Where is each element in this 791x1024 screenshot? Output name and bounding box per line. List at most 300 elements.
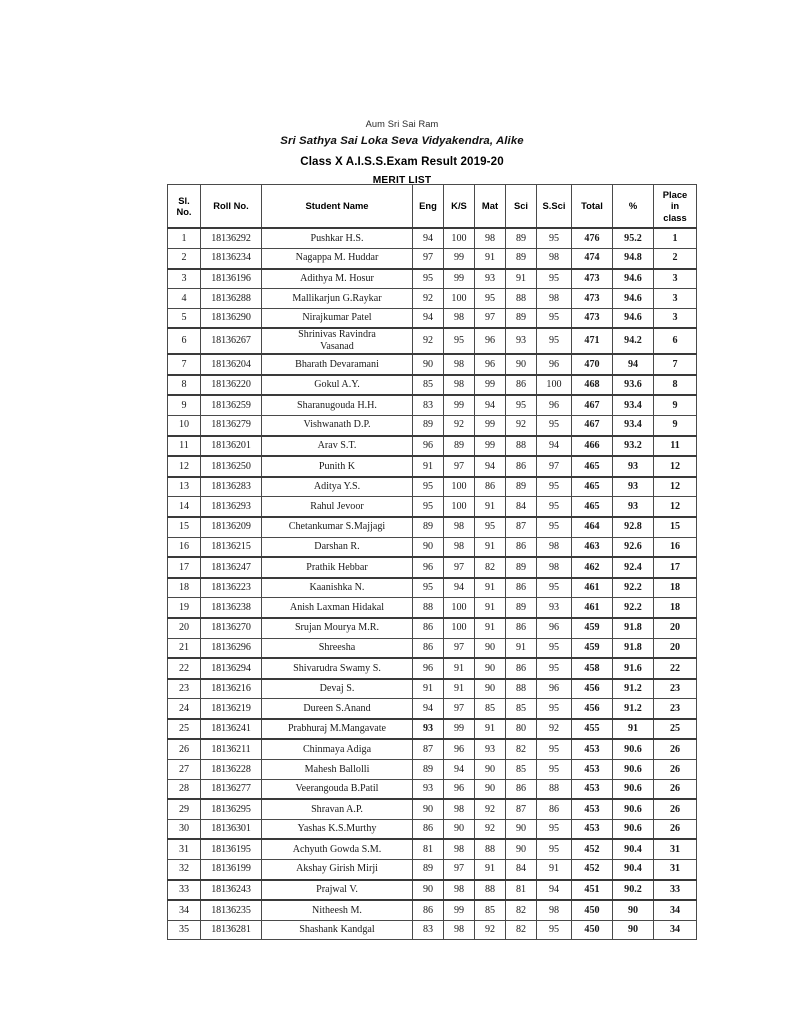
cell-mat: 82 [475,557,506,578]
cell-mat: 96 [475,354,506,375]
cell-total: 473 [572,289,613,309]
cell-eng: 88 [413,598,444,618]
table-body [168,228,697,940]
cell-place-in-class: 18 [654,578,697,598]
table-row [168,699,697,719]
cell-ks: 98 [444,537,475,557]
cell-mat: 90 [475,679,506,699]
cell-student-name: Kaanishka N. [262,578,413,598]
cell-mat: 86 [475,477,506,497]
cell-sl-no: 8 [168,375,201,396]
cell-sl-no: 16 [168,537,201,557]
cell-roll-no: 18136270 [201,618,262,638]
table-row [168,900,697,920]
table-row [168,517,697,537]
cell-sl-no: 10 [168,415,201,435]
cell-sci: 89 [506,557,537,578]
cell-sl-no: 17 [168,557,201,578]
cell-student-name: Srujan Mourya M.R. [262,618,413,638]
cell-ks: 100 [444,228,475,248]
cell-place-in-class: 31 [654,860,697,880]
cell-percent: 93.4 [613,415,654,435]
cell-sci: 89 [506,598,537,618]
cell-total: 453 [572,739,613,759]
column-header-total: Total [572,185,613,229]
cell-sl-no: 11 [168,436,201,457]
table-row [168,436,697,457]
cell-sci: 91 [506,269,537,289]
cell-mat: 99 [475,375,506,396]
cell-percent: 90.6 [613,760,654,780]
cell-roll-no: 18136216 [201,679,262,699]
cell-student-name: Mahesh Ballolli [262,760,413,780]
cell-roll-no: 18136283 [201,477,262,497]
cell-roll-no: 18136209 [201,517,262,537]
cell-mat: 93 [475,269,506,289]
cell-student-name: Devaj S. [262,679,413,699]
cell-eng: 89 [413,760,444,780]
cell-mat: 96 [475,328,506,354]
cell-total: 461 [572,578,613,598]
cell-ks: 98 [444,517,475,537]
table-row [168,537,697,557]
cell-sci: 82 [506,920,537,940]
cell-ssci: 92 [537,719,572,740]
cell-ssci: 95 [537,328,572,354]
cell-total: 450 [572,920,613,940]
exam-title: Class X A.I.S.S.Exam Result 2019-20 [300,154,504,168]
cell-mat: 91 [475,719,506,740]
cell-total: 452 [572,839,613,859]
cell-total: 464 [572,517,613,537]
cell-student-name: Vishwanath D.P. [262,415,413,435]
cell-roll-no: 18136267 [201,328,262,354]
cell-ssci: 96 [537,354,572,375]
table-row [168,779,697,799]
cell-eng: 95 [413,477,444,497]
table-row [168,839,697,859]
cell-student-name: Prajwal V. [262,880,413,901]
cell-roll-no: 18136223 [201,578,262,598]
cell-eng: 91 [413,456,444,477]
cell-sci: 90 [506,354,537,375]
cell-ssci: 96 [537,395,572,415]
cell-place-in-class: 9 [654,395,697,415]
cell-ks: 98 [444,375,475,396]
cell-sci: 86 [506,779,537,799]
cell-student-name: Anish Laxman Hidakal [262,598,413,618]
sl-no-line1: Sl. [178,194,190,206]
cell-ks: 98 [444,799,475,819]
table-row [168,375,697,396]
column-header-percent: % [613,185,654,229]
cell-place-in-class: 1 [654,228,697,248]
cell-percent: 93 [613,477,654,497]
cell-roll-no: 18136204 [201,354,262,375]
cell-mat: 95 [475,289,506,309]
cell-sl-no: 20 [168,618,201,638]
cell-eng: 89 [413,517,444,537]
cell-mat: 91 [475,537,506,557]
cell-student-name: Darshan R. [262,537,413,557]
cell-mat: 91 [475,860,506,880]
invocation-text: Aum Sri Sai Ram [365,119,439,129]
cell-ks: 99 [444,900,475,920]
cell-eng: 94 [413,699,444,719]
cell-place-in-class: 26 [654,779,697,799]
cell-ssci: 95 [537,760,572,780]
cell-roll-no: 18136296 [201,638,262,658]
cell-percent: 94.6 [613,269,654,289]
table-row [168,328,697,354]
cell-roll-no: 18136215 [201,537,262,557]
table-row [168,269,697,289]
cell-student-name: Shravan A.P. [262,799,413,819]
cell-eng: 83 [413,395,444,415]
cell-roll-no: 18136234 [201,249,262,269]
cell-sci: 85 [506,699,537,719]
cell-total: 456 [572,679,613,699]
cell-place-in-class: 12 [654,477,697,497]
cell-sci: 92 [506,415,537,435]
cell-eng: 92 [413,289,444,309]
cell-roll-no: 18136290 [201,308,262,328]
cell-place-in-class: 15 [654,517,697,537]
cell-ssci: 95 [537,578,572,598]
cell-total: 463 [572,537,613,557]
table-row [168,920,697,940]
cell-student-name: Prabhuraj M.Mangavate [262,719,413,740]
cell-student-name: Punith K [262,456,413,477]
cell-total: 459 [572,618,613,638]
cell-place-in-class: 23 [654,699,697,719]
cell-place-in-class: 26 [654,819,697,839]
cell-mat: 99 [475,415,506,435]
cell-sci: 86 [506,658,537,679]
cell-sci: 89 [506,308,537,328]
cell-sl-no: 3 [168,269,201,289]
cell-place-in-class: 2 [654,249,697,269]
cell-student-name: Sharanugouda H.H. [262,395,413,415]
cell-place-in-class: 3 [654,308,697,328]
cell-percent: 95.2 [613,228,654,248]
cell-ks: 96 [444,779,475,799]
cell-percent: 94.8 [613,249,654,269]
student-name-line2: Vasanad [320,341,354,353]
cell-mat: 85 [475,699,506,719]
cell-place-in-class: 11 [654,436,697,457]
table-row [168,249,697,269]
table-row [168,228,697,248]
column-header-place-in-class [654,185,697,229]
cell-ssci: 95 [537,819,572,839]
cell-place-in-class: 23 [654,679,697,699]
merit-table-container [167,184,688,940]
cell-total: 465 [572,456,613,477]
cell-eng: 87 [413,739,444,759]
cell-eng: 85 [413,375,444,396]
cell-sl-no: 25 [168,719,201,740]
cell-total: 453 [572,819,613,839]
cell-place-in-class: 25 [654,719,697,740]
cell-eng: 86 [413,819,444,839]
cell-sl-no: 13 [168,477,201,497]
table-row [168,819,697,839]
cell-eng: 95 [413,497,444,517]
cell-ks: 95 [444,328,475,354]
cell-eng: 97 [413,249,444,269]
header-row [168,185,697,229]
cell-student-name: Yashas K.S.Murthy [262,819,413,839]
cell-roll-no: 18136228 [201,760,262,780]
cell-mat: 90 [475,658,506,679]
cell-eng: 93 [413,779,444,799]
cell-mat: 94 [475,395,506,415]
cell-mat: 85 [475,900,506,920]
cell-eng: 92 [413,328,444,354]
cell-ks: 98 [444,839,475,859]
cell-roll-no: 18136250 [201,456,262,477]
cell-place-in-class: 34 [654,920,697,940]
cell-ssci: 95 [537,269,572,289]
cell-total: 462 [572,557,613,578]
cell-place-in-class: 16 [654,537,697,557]
cell-roll-no: 18136247 [201,557,262,578]
cell-eng: 90 [413,537,444,557]
merit-table [167,184,697,940]
cell-eng: 86 [413,900,444,920]
cell-sci: 88 [506,289,537,309]
cell-sci: 93 [506,328,537,354]
cell-total: 473 [572,269,613,289]
cell-student-name: Chinmaya Adiga [262,739,413,759]
cell-mat: 95 [475,517,506,537]
cell-ssci: 98 [537,557,572,578]
table-row [168,354,697,375]
cell-ssci: 86 [537,799,572,819]
cell-roll-no: 18136279 [201,415,262,435]
cell-eng: 96 [413,436,444,457]
cell-mat: 98 [475,228,506,248]
column-header-sci: Sci [506,185,537,229]
place-line3: class [663,211,687,223]
cell-sci: 82 [506,739,537,759]
cell-student-name: Rahul Jevoor [262,497,413,517]
cell-percent: 94.6 [613,289,654,309]
cell-percent: 90.4 [613,860,654,880]
cell-ssci: 95 [537,658,572,679]
table-row [168,289,697,309]
cell-sl-no: 19 [168,598,201,618]
cell-ks: 100 [444,477,475,497]
cell-mat: 88 [475,839,506,859]
cell-sci: 86 [506,456,537,477]
cell-mat: 99 [475,436,506,457]
cell-ssci: 94 [537,436,572,457]
cell-student-name: Prathik Hebbar [262,557,413,578]
cell-percent: 90.6 [613,779,654,799]
cell-ssci: 94 [537,880,572,901]
cell-total: 465 [572,497,613,517]
cell-percent: 90.2 [613,880,654,901]
cell-place-in-class: 22 [654,658,697,679]
cell-sci: 89 [506,249,537,269]
table-header [168,185,697,229]
cell-ks: 98 [444,920,475,940]
cell-sl-no: 26 [168,739,201,759]
cell-mat: 92 [475,920,506,940]
table-row [168,477,697,497]
cell-total: 471 [572,328,613,354]
cell-ks: 100 [444,598,475,618]
cell-percent: 92.6 [613,537,654,557]
cell-percent: 91.6 [613,658,654,679]
cell-student-name: Dureen S.Anand [262,699,413,719]
sl-no-line2: No. [176,206,192,218]
cell-mat: 91 [475,618,506,638]
cell-percent: 91.2 [613,699,654,719]
cell-sci: 89 [506,228,537,248]
cell-total: 466 [572,436,613,457]
cell-student-name: Adithya M. Hosur [262,269,413,289]
cell-ks: 100 [444,618,475,638]
cell-ks: 97 [444,699,475,719]
cell-ks: 100 [444,289,475,309]
cell-sl-no: 24 [168,699,201,719]
cell-mat: 90 [475,779,506,799]
cell-total: 451 [572,880,613,901]
cell-sl-no: 21 [168,638,201,658]
cell-roll-no: 18136294 [201,658,262,679]
cell-sl-no: 18 [168,578,201,598]
cell-student-name: Nirajkumar Patel [262,308,413,328]
cell-roll-no: 18136201 [201,436,262,457]
cell-ssci: 95 [537,415,572,435]
table-row [168,497,697,517]
cell-sci: 95 [506,395,537,415]
cell-sl-no: 1 [168,228,201,248]
cell-eng: 96 [413,557,444,578]
cell-ks: 94 [444,760,475,780]
cell-total: 461 [572,598,613,618]
cell-student-name [262,328,413,354]
cell-eng: 91 [413,679,444,699]
cell-ks: 97 [444,557,475,578]
cell-eng: 89 [413,860,444,880]
cell-total: 458 [572,658,613,679]
cell-sl-no: 35 [168,920,201,940]
cell-sl-no: 30 [168,819,201,839]
cell-sl-no: 31 [168,839,201,859]
cell-student-name: Shreesha [262,638,413,658]
column-header-mat: Mat [475,185,506,229]
cell-sci: 90 [506,819,537,839]
cell-ssci: 95 [537,920,572,940]
cell-percent: 90.4 [613,839,654,859]
cell-student-name: Akshay Girish Mirji [262,860,413,880]
cell-student-name: Chetankumar S.Majjagi [262,517,413,537]
cell-ks: 90 [444,819,475,839]
cell-roll-no: 18136243 [201,880,262,901]
cell-sl-no: 22 [168,658,201,679]
cell-percent: 93 [613,497,654,517]
cell-mat: 91 [475,578,506,598]
cell-student-name: Nagappa M. Huddar [262,249,413,269]
cell-roll-no: 18136293 [201,497,262,517]
cell-roll-no: 18136195 [201,839,262,859]
cell-ssci: 98 [537,249,572,269]
cell-ks: 98 [444,308,475,328]
cell-percent: 94.6 [613,308,654,328]
cell-mat: 91 [475,497,506,517]
cell-sci: 90 [506,839,537,859]
cell-ks: 97 [444,638,475,658]
cell-sci: 85 [506,760,537,780]
cell-ssci: 95 [537,839,572,859]
cell-sci: 82 [506,900,537,920]
cell-student-name: Veerangouda B.Patil [262,779,413,799]
cell-ks: 99 [444,395,475,415]
cell-eng: 89 [413,415,444,435]
cell-ks: 97 [444,456,475,477]
cell-ssci: 95 [537,517,572,537]
cell-roll-no: 18136277 [201,779,262,799]
cell-sl-no: 23 [168,679,201,699]
table-row [168,557,697,578]
column-header-student-name: Student Name [262,185,413,229]
cell-sl-no: 28 [168,779,201,799]
cell-percent: 93.4 [613,395,654,415]
cell-eng: 95 [413,269,444,289]
cell-sci: 81 [506,880,537,901]
cell-ks: 98 [444,354,475,375]
cell-roll-no: 18136219 [201,699,262,719]
cell-percent: 92.4 [613,557,654,578]
cell-roll-no: 18136281 [201,920,262,940]
cell-total: 465 [572,477,613,497]
cell-ks: 91 [444,658,475,679]
cell-roll-no: 18136199 [201,860,262,880]
table-row [168,719,697,740]
table-row [168,395,697,415]
cell-mat: 97 [475,308,506,328]
table-row [168,679,697,699]
cell-sci: 86 [506,375,537,396]
cell-eng: 94 [413,308,444,328]
cell-place-in-class: 9 [654,415,697,435]
cell-total: 453 [572,799,613,819]
table-row [168,860,697,880]
column-header-roll-no: Roll No. [201,185,262,229]
merit-list-title: MERIT LIST [372,174,432,186]
cell-percent: 92.2 [613,598,654,618]
cell-place-in-class: 20 [654,618,697,638]
cell-roll-no: 18136292 [201,228,262,248]
cell-place-in-class: 26 [654,760,697,780]
cell-place-in-class: 18 [654,598,697,618]
cell-mat: 88 [475,880,506,901]
cell-ks: 89 [444,436,475,457]
cell-sci: 84 [506,497,537,517]
cell-ssci: 95 [537,638,572,658]
cell-eng: 96 [413,658,444,679]
cell-sl-no: 12 [168,456,201,477]
cell-sl-no: 34 [168,900,201,920]
column-header-sl-no [168,185,201,229]
cell-ssci: 95 [537,699,572,719]
cell-eng: 94 [413,228,444,248]
cell-total: 468 [572,375,613,396]
